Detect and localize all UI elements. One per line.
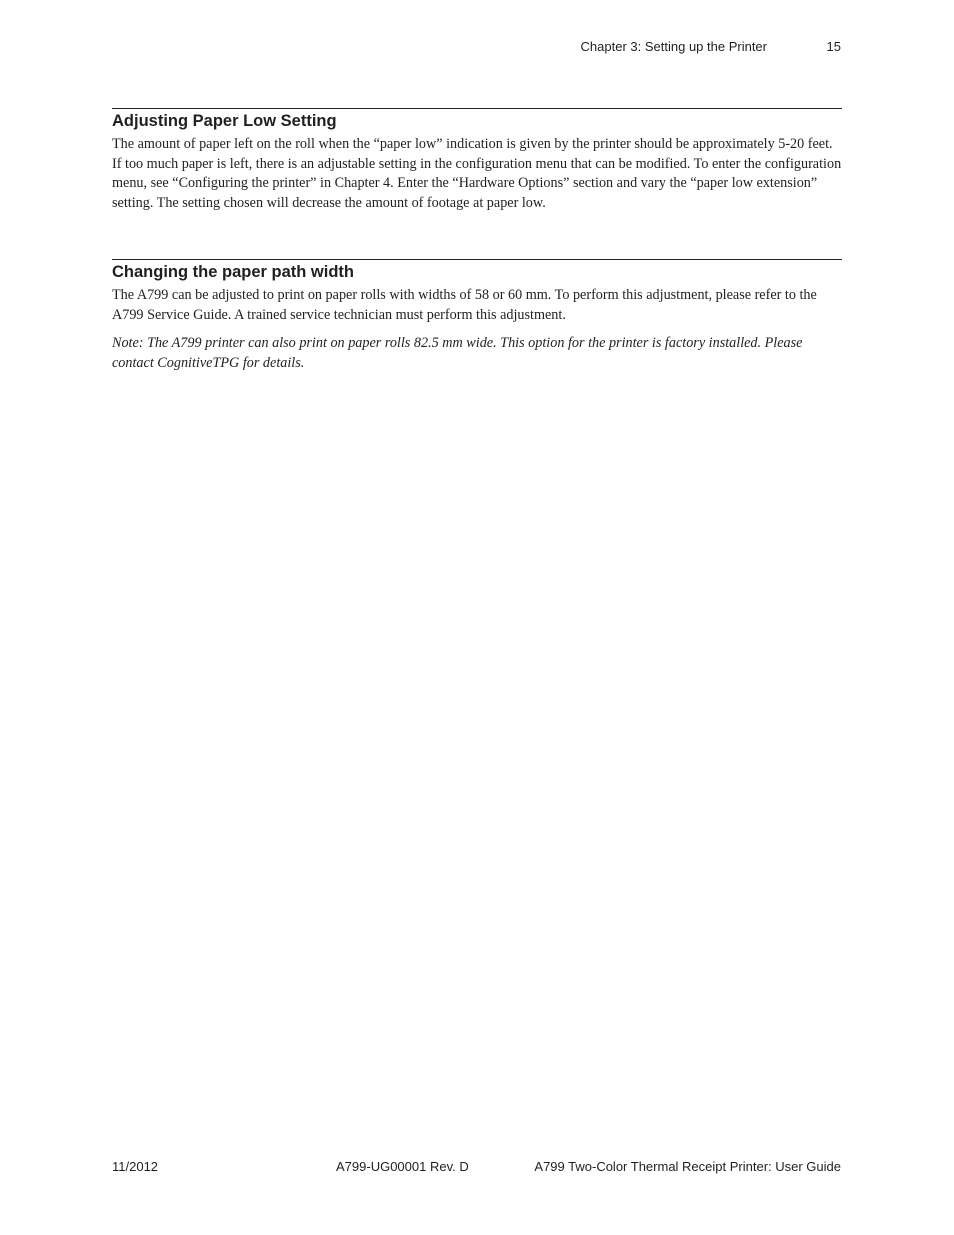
page-header	[112, 39, 842, 57]
section-heading: Changing the paper path width	[112, 263, 354, 281]
footer-document-number: A799-UG00001 Rev. D	[336, 1159, 469, 1174]
section-paragraph: The amount of paper left on the roll when the “paper low” indication is given by the printer should be approximately 5-20 feet. If too much paper is left, there is an adjustable setting in the configuration menu that can be modified. To enter the configuration menu, see “Configuring the printer” in Chapter 4. Enter the “Hardware Options” section and vary the “paper low extension” setting. The setting chosen will decrease the amount of footage at paper low.	[112, 136, 842, 211]
footer-date: 11/2012	[112, 1159, 159, 1174]
header-page-number: 15	[826, 39, 841, 54]
note-paragraph: Note: The A799 printer can also print on paper rolls 82.5 mm wide. This option for the printer is factory installed. Please contact CognitiveTPG for details.	[112, 335, 803, 371]
header-chapter-title: Chapter 3: Setting up the Printer	[580, 39, 767, 54]
footer-document-title: A799 Two-Color Thermal Receipt Printer: User Guide	[534, 1159, 841, 1174]
section-paragraph: The A799 can be adjusted to print on paper rolls with widths of 58 or 60 mm. To perform this adjustment, please refer to the A799 Service Guide. A trained service technician must perform this adjustment.	[112, 287, 817, 323]
section-paper-path-width	[112, 259, 842, 373]
section-adjusting-paper-low	[112, 108, 842, 213]
page-footer	[112, 1159, 842, 1177]
section-heading: Adjusting Paper Low Setting	[112, 112, 337, 130]
